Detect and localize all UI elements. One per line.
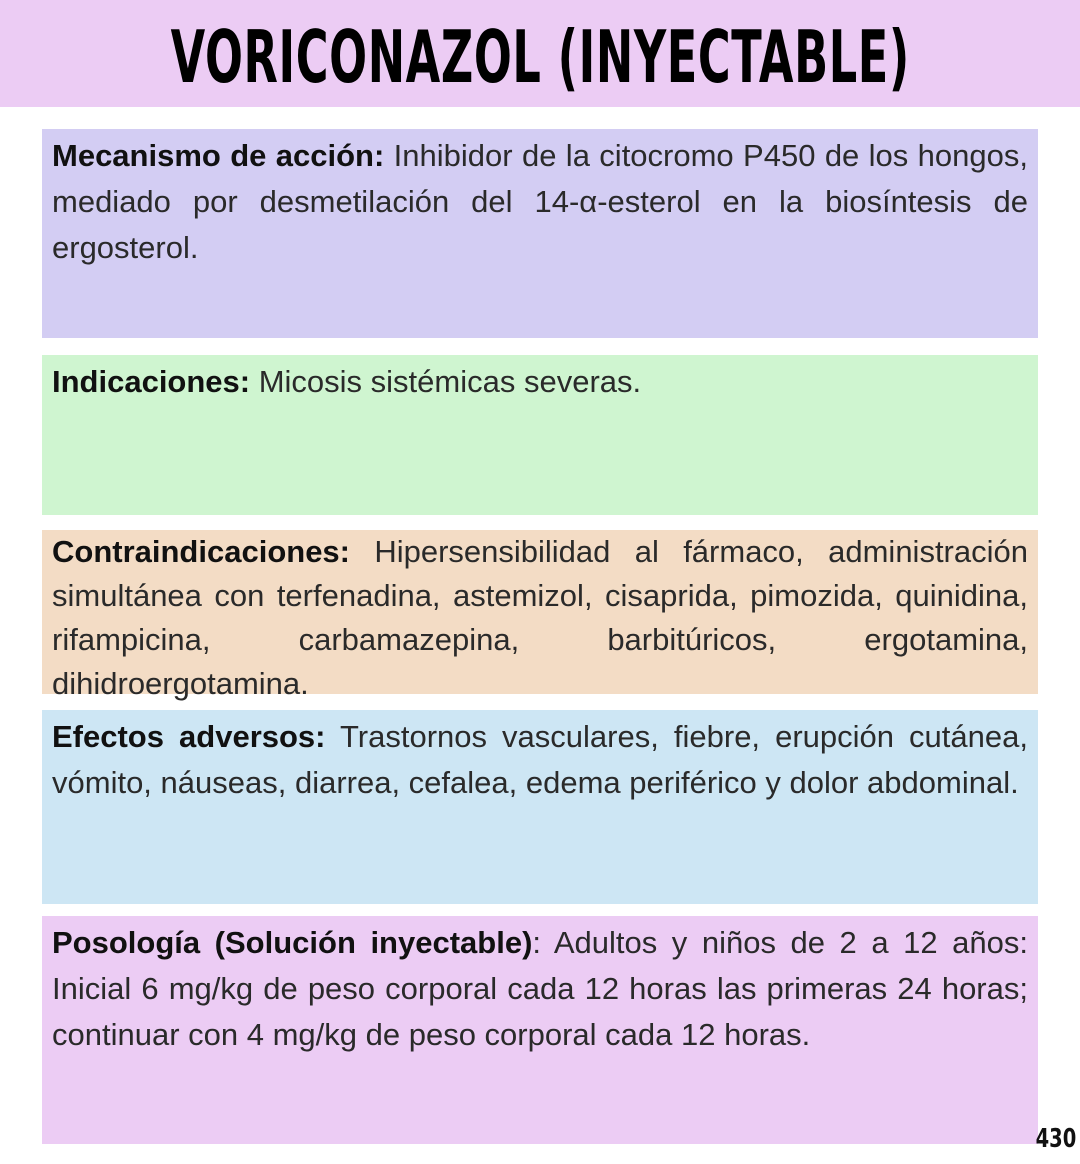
section-label: Mecanismo de acción: <box>52 138 385 173</box>
section-text: Inhibidor de la citocromo P450 de los hongos, mediado por desmetilación del 14-α-esterol en la biosíntesis de ergosterol. <box>52 138 1028 265</box>
section-label: Posología (Solución inyectable) <box>52 925 533 960</box>
section-mecanismo-de-accion <box>42 129 1038 338</box>
section-indicaciones <box>42 355 1038 515</box>
section-text: : Adultos y niños de 2 a 12 años: Inicial 6 mg/kg de peso corporal cada 12 horas las primeras 24 horas; continuar con 4 mg/kg de peso corporal cada 12 horas. <box>52 925 1028 1052</box>
title-band <box>0 0 1080 107</box>
section-label: Indicaciones: <box>52 364 251 399</box>
page-title: VORICONAZOL (INYECTABLE) <box>170 14 910 99</box>
section-text: Hipersensibilidad al fármaco, administración simultánea con terfenadina, astemizol, cisaprida, pimozida, quinidina, rifampicina, carbamazepina, barbitúricos, ergotamina, dihidroergotamina. <box>52 534 1028 701</box>
section-efectos-adversos <box>42 710 1038 904</box>
section-posologia <box>42 916 1038 1144</box>
section-text: Micosis sistémicas severas. <box>250 364 642 399</box>
section-text: Trastornos vasculares, fiebre, erupción cutánea, vómito, náuseas, diarrea, cefalea, edema periférico y dolor abdominal. <box>52 719 1028 800</box>
section-label: Contraindicaciones: <box>52 534 350 569</box>
page-number: 430 <box>1035 1124 1076 1154</box>
section-label: Efectos adversos: <box>52 719 326 754</box>
section-contraindicaciones <box>42 530 1038 701</box>
